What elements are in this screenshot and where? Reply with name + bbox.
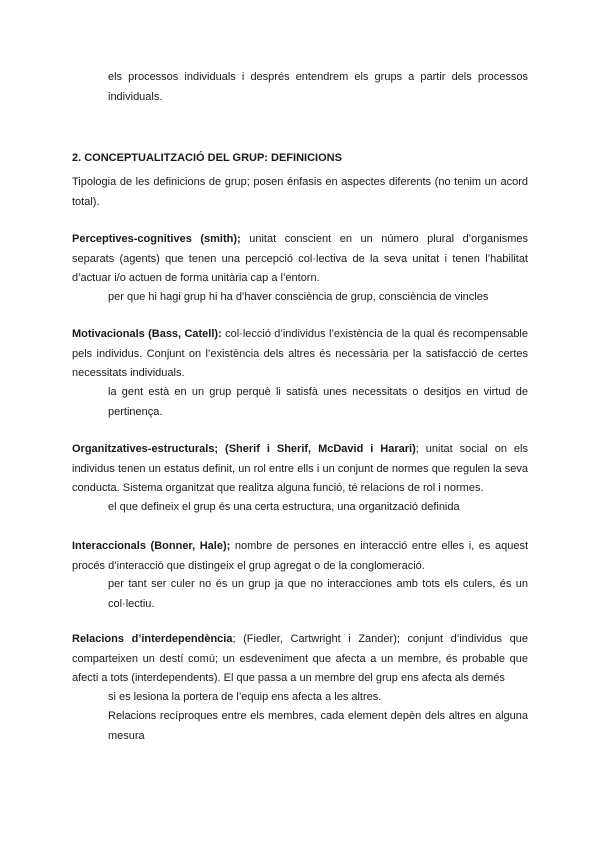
definition-term: Motivacionals (Bass, Catell): — [72, 328, 222, 340]
definition-text: unitat conscient en un número plural d’organismes separats (agents) que tenen una percepció col·lectiva de la seva unitat i tenen l’habilitat d’actuar i/o actuen de forma unitària cap a l’entorn. — [72, 233, 528, 284]
definition-perceptives — [72, 230, 528, 289]
definition-organitzatives — [72, 440, 528, 499]
definition-note: el que defineix el grup és una certa estructura, una organització definida — [108, 501, 460, 513]
definition-note: per tant ser culer no és un grup ja que no interacciones amb tots els culers, és un col·lectiu. — [108, 578, 528, 610]
definition-motivacionals — [72, 325, 528, 384]
definition-text: nombre de persones en interacció entre elles i, es aquest procés d’interacció que distingeix el grup agregat o de la conglomeració. — [72, 540, 529, 572]
intro-continuation: els processos individuals i després entendrem els grups a partir dels processos individuals. — [108, 71, 528, 103]
definition-note: la gent està en un grup perquè li satisfà unes necessitats o desitjos en virtud de pertinença. — [108, 386, 528, 418]
definition-interdependencia — [72, 630, 528, 689]
definition-note: si es lesiona la portera de l’equip ens afecta a les altres. — [108, 691, 382, 703]
definition-text: col·lecció d’individus l’existència de la qual és recompensable pels individus. Conjunt on l’existència dels altres és necessària per la satisfacció de certes necessitats individuals. — [72, 328, 528, 379]
section-heading: 2. CONCEPTUALITZACIÓ DEL GRUP: DEFINICIONS — [72, 152, 342, 164]
definition-interaccionals — [72, 537, 528, 576]
section-intro: Tipologia de les definicions de grup; posen énfasis en aspectes diferents (no tenim un acord total). — [72, 176, 528, 208]
definition-text: ; (Fiedler, Cartwright i Zander); conjunt d’individus que comparteixen un destí comú; un esdeveniment que afecta a un membre, és probable que afecti a tots (interdependents). El que passa a un membre del grup ens afecta als demés — [72, 633, 528, 684]
definition-term: Organitzatives-estructurals; (Sherif i Sherif, McDavid i Harari) — [72, 443, 416, 455]
definition-term: Interaccionals (Bonner, Hale); — [72, 540, 231, 552]
definition-text: ; unitat social on els individus tenen un estatus definit, un rol entre ells i un conjunt de normes que regulen la seva conducta. Sistema organitzat que realitza alguna funció, té relacions de rol i normes. — [72, 443, 528, 494]
definition-note: Relacions recíproques entre els membres, cada element depèn dels altres en alguna mesura — [108, 710, 528, 742]
definition-term: Perceptives-cognitives (smith); — [72, 233, 241, 245]
definition-term: Relacions d’interdependència — [72, 633, 233, 645]
definition-note: per que hi hagi grup hi ha d’haver consciència de grup, consciència de vincles — [108, 291, 489, 303]
